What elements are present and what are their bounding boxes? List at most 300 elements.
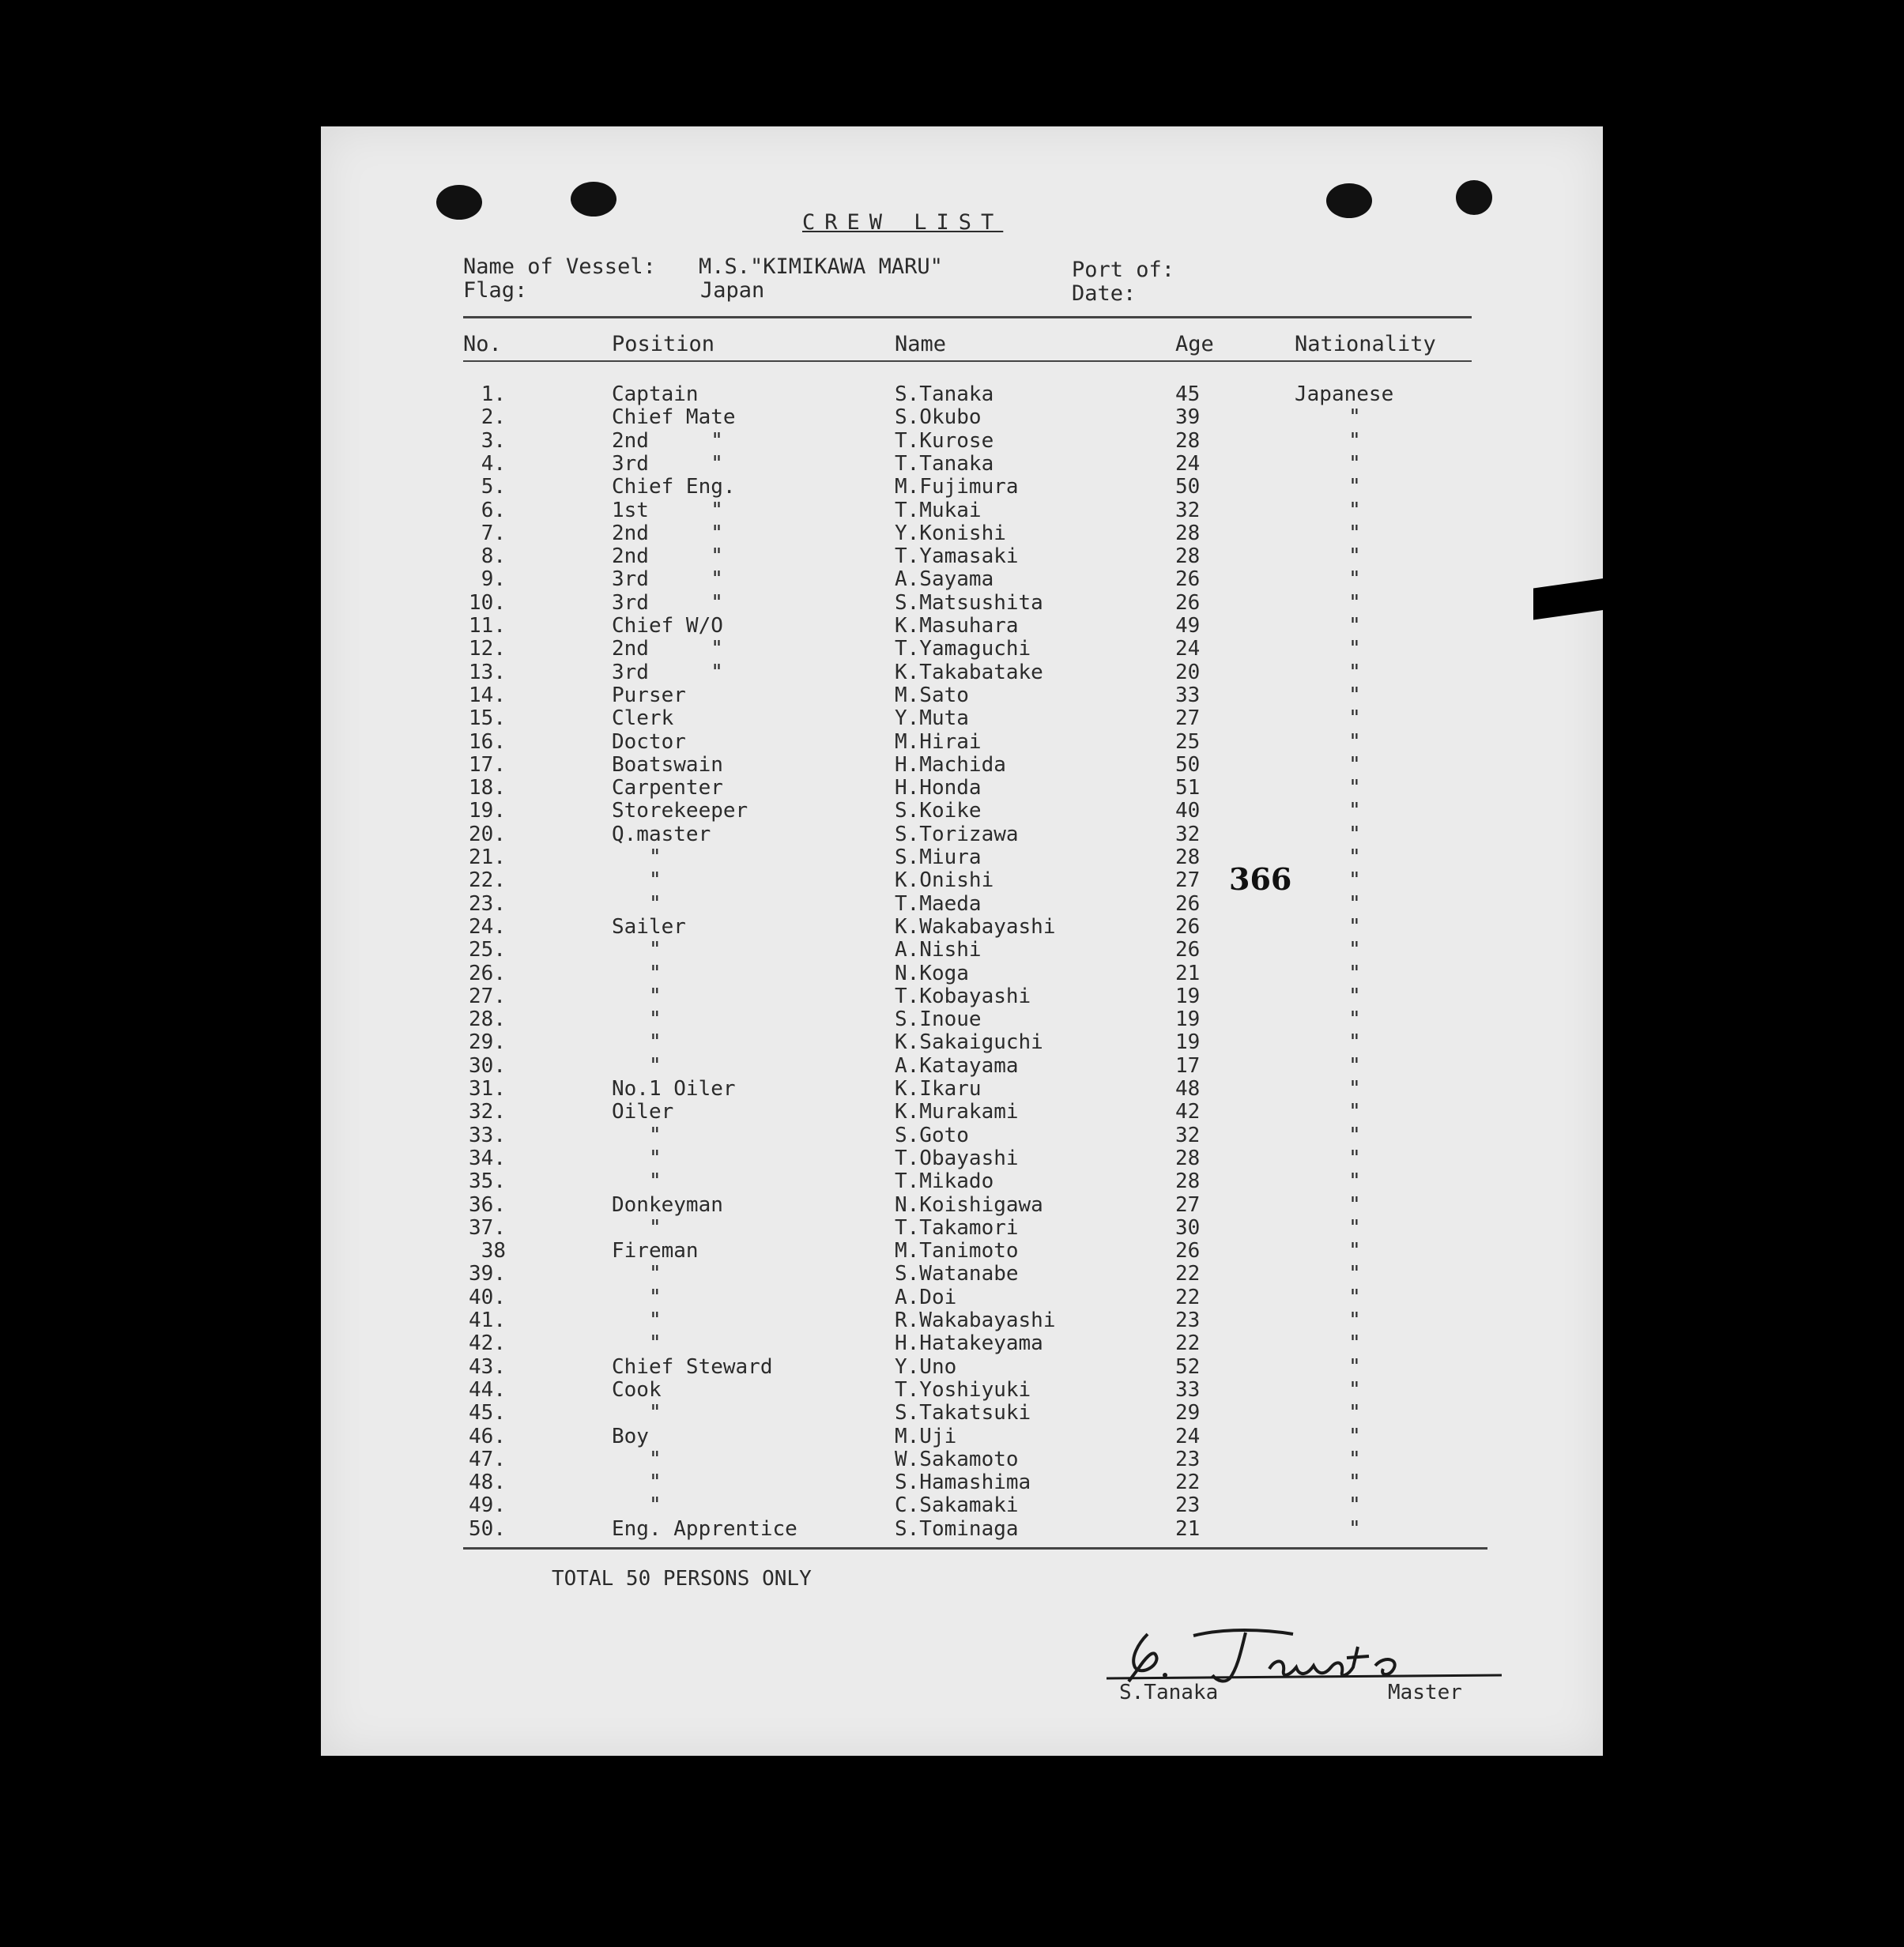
row-name: S.Watanabe	[895, 1262, 1019, 1286]
row-number: 26.	[469, 961, 506, 985]
row-number: 16.	[469, 729, 506, 754]
table-row	[0, 591, 1904, 614]
row-number: 1.	[481, 382, 506, 406]
table-row	[0, 522, 1904, 544]
row-position: "	[612, 1285, 662, 1309]
row-age: 29	[1175, 1401, 1201, 1425]
row-nationality: "	[1348, 614, 1361, 638]
row-age: 22	[1175, 1262, 1201, 1286]
row-nationality: "	[1348, 1030, 1361, 1055]
table-row	[0, 1077, 1904, 1100]
row-nationality: "	[1348, 1262, 1361, 1286]
table-row	[0, 614, 1904, 637]
row-age: 42	[1175, 1100, 1201, 1124]
row-position: Chief Steward	[612, 1354, 773, 1379]
row-age: 28	[1175, 1169, 1201, 1194]
row-number: 11.	[469, 614, 506, 638]
row-name: S.Koike	[895, 799, 982, 823]
table-row	[0, 730, 1904, 753]
table-row	[0, 1169, 1904, 1192]
table-row	[0, 1054, 1904, 1077]
row-nationality: "	[1348, 405, 1361, 430]
table-row	[0, 985, 1904, 1007]
row-age: 24	[1175, 451, 1201, 476]
row-position: Carpenter	[612, 776, 723, 800]
row-number: 3.	[481, 428, 506, 453]
row-name: T.Yamaguchi	[895, 637, 1031, 661]
row-nationality: "	[1348, 1146, 1361, 1170]
table-row	[0, 1286, 1904, 1309]
table-row	[0, 938, 1904, 961]
row-age: 22	[1175, 1331, 1201, 1356]
date-label: Date:	[1072, 281, 1137, 306]
row-number: 42.	[469, 1331, 506, 1356]
row-number: 41.	[469, 1309, 506, 1332]
row-age: 19	[1175, 1030, 1201, 1055]
row-age: 48	[1175, 1077, 1201, 1101]
row-nationality: "	[1348, 1331, 1361, 1356]
vessel-value: M.S."KIMIKAWA MARU"	[699, 254, 943, 279]
row-number: 8.	[481, 544, 506, 569]
punch-hole	[571, 182, 616, 217]
row-nationality: "	[1348, 1493, 1361, 1518]
row-age: 24	[1175, 637, 1201, 661]
table-row	[0, 868, 1904, 891]
table-row	[0, 499, 1904, 522]
page-number-stamp: 366	[1229, 861, 1292, 897]
row-nationality: "	[1348, 1471, 1361, 1495]
row-name: T.Kurose	[895, 428, 994, 453]
row-name: T.Obayashi	[895, 1146, 1019, 1170]
row-nationality: "	[1348, 752, 1361, 777]
row-name: Y.Uno	[895, 1354, 957, 1379]
row-position: "	[612, 1007, 662, 1032]
row-nationality: "	[1348, 1309, 1361, 1332]
row-name: K.Sakaiguchi	[895, 1030, 1043, 1055]
row-age: 49	[1175, 614, 1201, 638]
row-position: Chief Eng.	[612, 475, 736, 499]
row-number: 43.	[469, 1354, 506, 1379]
row-position: Doctor	[612, 729, 686, 754]
row-number: 2.	[481, 405, 506, 430]
row-nationality: "	[1348, 822, 1361, 846]
row-position: "	[612, 1215, 662, 1240]
row-number: 4.	[481, 451, 506, 476]
row-name: S.Goto	[895, 1123, 969, 1147]
table-row	[0, 892, 1904, 915]
row-age: 32	[1175, 498, 1201, 522]
row-position: Captain	[612, 382, 699, 406]
row-age: 23	[1175, 1493, 1201, 1518]
row-number: 36.	[469, 1192, 506, 1217]
row-position: "	[612, 1401, 662, 1425]
row-nationality: "	[1348, 1053, 1361, 1078]
row-nationality: "	[1348, 1354, 1361, 1379]
row-position: Chief Mate	[612, 405, 736, 430]
row-position: 2nd "	[612, 521, 723, 545]
row-age: 40	[1175, 799, 1201, 823]
row-nationality: "	[1348, 1123, 1361, 1147]
row-nationality: "	[1348, 1285, 1361, 1309]
row-age: 17	[1175, 1053, 1201, 1078]
row-name: S.Miura	[895, 845, 982, 869]
row-name: T.Maeda	[895, 891, 982, 916]
row-position: 2nd "	[612, 637, 723, 661]
row-age: 22	[1175, 1285, 1201, 1309]
row-number: 21.	[469, 845, 506, 869]
row-position: "	[612, 1309, 662, 1332]
row-age: 23	[1175, 1447, 1201, 1471]
row-number: 50.	[469, 1516, 506, 1541]
row-nationality: "	[1348, 451, 1361, 476]
table-row	[0, 1331, 1904, 1354]
row-nationality: "	[1348, 1077, 1361, 1101]
table-row	[0, 637, 1904, 660]
row-position: Cook	[612, 1377, 662, 1402]
row-age: 21	[1175, 1516, 1201, 1541]
row-age: 26	[1175, 1239, 1201, 1263]
row-position: Fireman	[612, 1239, 699, 1263]
row-position: "	[612, 1447, 662, 1471]
row-position: Storekeeper	[612, 799, 748, 823]
row-nationality: "	[1348, 1169, 1361, 1194]
row-position: Donkeyman	[612, 1192, 723, 1217]
row-nationality: "	[1348, 1239, 1361, 1263]
table-row	[0, 1193, 1904, 1216]
table-row	[0, 799, 1904, 822]
table-row	[0, 1517, 1904, 1540]
row-position: "	[612, 845, 662, 869]
row-age: 50	[1175, 475, 1201, 499]
row-nationality: "	[1348, 544, 1361, 569]
row-age: 26	[1175, 567, 1201, 592]
row-age: 30	[1175, 1215, 1201, 1240]
row-name: T.Yamasaki	[895, 544, 1019, 569]
row-name: W.Sakamoto	[895, 1447, 1019, 1471]
row-number: 19.	[469, 799, 506, 823]
row-number: 27.	[469, 984, 506, 1008]
row-number: 15.	[469, 706, 506, 731]
row-number: 5.	[481, 475, 506, 499]
row-position: "	[612, 1123, 662, 1147]
row-age: 28	[1175, 521, 1201, 545]
table-row	[0, 1262, 1904, 1285]
punch-hole	[1456, 180, 1492, 215]
row-nationality: "	[1348, 845, 1361, 869]
table-row	[0, 475, 1904, 498]
row-age: 28	[1175, 1146, 1201, 1170]
row-age: 33	[1175, 683, 1201, 707]
row-name: S.Tanaka	[895, 382, 994, 406]
row-number: 44.	[469, 1377, 506, 1402]
row-age: 51	[1175, 776, 1201, 800]
table-row	[0, 962, 1904, 985]
row-name: S.Tominaga	[895, 1516, 1019, 1541]
row-nationality: "	[1348, 521, 1361, 545]
row-number: 31.	[469, 1077, 506, 1101]
row-name: T.Kobayashi	[895, 984, 1031, 1008]
table-row	[0, 1471, 1904, 1493]
header-divider	[463, 316, 1472, 318]
row-position: "	[612, 1262, 662, 1286]
table-row	[0, 405, 1904, 428]
row-position: Clerk	[612, 706, 674, 731]
row-name: K.Takabatake	[895, 660, 1043, 684]
row-nationality: "	[1348, 1401, 1361, 1425]
row-name: S.Matsushita	[895, 590, 1043, 615]
row-age: 32	[1175, 1123, 1201, 1147]
row-number: 18.	[469, 776, 506, 800]
row-nationality: "	[1348, 475, 1361, 499]
row-number: 29.	[469, 1030, 506, 1055]
row-age: 33	[1175, 1377, 1201, 1402]
row-number: 28.	[469, 1007, 506, 1032]
row-nationality: "	[1348, 1447, 1361, 1471]
table-row	[0, 567, 1904, 590]
row-number: 46.	[469, 1424, 506, 1448]
row-name: A.Sayama	[895, 567, 994, 592]
row-age: 28	[1175, 428, 1201, 453]
row-name: T.Tanaka	[895, 451, 994, 476]
row-nationality: "	[1348, 1215, 1361, 1240]
row-nationality: Japanese	[1295, 382, 1394, 406]
punch-hole	[1326, 183, 1372, 218]
row-name: H.Honda	[895, 776, 982, 800]
table-row	[0, 915, 1904, 938]
row-age: 27	[1175, 868, 1201, 893]
row-nationality: "	[1348, 637, 1361, 661]
row-position: No.1 Oiler	[612, 1077, 736, 1101]
table-row	[0, 1100, 1904, 1123]
row-age: 39	[1175, 405, 1201, 430]
table-row	[0, 706, 1904, 729]
row-age: 23	[1175, 1309, 1201, 1332]
row-nationality: "	[1348, 1516, 1361, 1541]
row-age: 28	[1175, 845, 1201, 869]
row-number: 33.	[469, 1123, 506, 1147]
row-position: "	[612, 984, 662, 1008]
row-age: 20	[1175, 660, 1201, 684]
row-name: Y.Muta	[895, 706, 969, 731]
row-name: K.Masuhara	[895, 614, 1019, 638]
row-number: 32.	[469, 1100, 506, 1124]
column-header-no: No.	[463, 332, 502, 356]
row-position: "	[612, 961, 662, 985]
row-nationality: "	[1348, 729, 1361, 754]
row-number: 48.	[469, 1471, 506, 1495]
row-position: 2nd "	[612, 428, 723, 453]
table-row	[0, 1401, 1904, 1424]
row-number: 40.	[469, 1285, 506, 1309]
table-row	[0, 1448, 1904, 1471]
row-age: 24	[1175, 1424, 1201, 1448]
table-row	[0, 452, 1904, 475]
row-position: Purser	[612, 683, 686, 707]
column-header-name: Name	[895, 332, 947, 356]
table-row	[0, 1378, 1904, 1401]
row-number: 20.	[469, 822, 506, 846]
table-row	[0, 845, 1904, 868]
signatory-role: Master	[1388, 1681, 1462, 1704]
column-header-underline	[463, 360, 1472, 362]
table-row	[0, 1493, 1904, 1516]
row-name: S.Torizawa	[895, 822, 1019, 846]
table-row	[0, 382, 1904, 405]
vessel-label: Name of Vessel:	[463, 254, 656, 279]
row-age: 26	[1175, 590, 1201, 615]
row-position: 3rd "	[612, 590, 723, 615]
signatory-name: S.Tanaka	[1119, 1681, 1219, 1704]
row-position: "	[612, 1146, 662, 1170]
row-nationality: "	[1348, 498, 1361, 522]
flag-value: Japan	[700, 278, 765, 303]
row-name: M.Fujimura	[895, 475, 1019, 499]
row-number: 6.	[481, 498, 506, 522]
row-number: 9.	[481, 567, 506, 592]
table-row	[0, 1216, 1904, 1239]
table-row	[0, 1147, 1904, 1169]
row-age: 45	[1175, 382, 1201, 406]
row-position: Boy	[612, 1424, 649, 1448]
row-nationality: "	[1348, 891, 1361, 916]
row-nationality: "	[1348, 567, 1361, 592]
column-header-age: Age	[1175, 332, 1214, 356]
row-number: 49.	[469, 1493, 506, 1518]
table-row	[0, 1309, 1904, 1331]
row-number: 24.	[469, 914, 506, 939]
row-position: "	[612, 1493, 662, 1518]
row-name: N.Koishigawa	[895, 1192, 1043, 1217]
row-position: 3rd "	[612, 660, 723, 684]
table-row	[0, 823, 1904, 845]
row-age: 50	[1175, 752, 1201, 777]
table-row	[0, 661, 1904, 684]
row-position: 2nd "	[612, 544, 723, 569]
row-position: "	[612, 1331, 662, 1356]
table-row	[0, 1007, 1904, 1030]
row-name: T.Mikado	[895, 1169, 994, 1194]
row-position: Oiler	[612, 1100, 674, 1124]
row-name: T.Yoshiyuki	[895, 1377, 1031, 1402]
row-name: R.Wakabayashi	[895, 1309, 1056, 1332]
row-age: 27	[1175, 1192, 1201, 1217]
row-name: H.Machida	[895, 752, 1006, 777]
row-nationality: "	[1348, 683, 1361, 707]
row-nationality: "	[1348, 799, 1361, 823]
row-name: S.Hamashima	[895, 1471, 1031, 1495]
row-position: 3rd "	[612, 451, 723, 476]
row-position: "	[612, 1169, 662, 1194]
row-age: 26	[1175, 914, 1201, 939]
row-position: Eng. Apprentice	[612, 1516, 797, 1541]
row-number: 14.	[469, 683, 506, 707]
row-name: N.Koga	[895, 961, 969, 985]
row-nationality: "	[1348, 914, 1361, 939]
row-name: K.Murakami	[895, 1100, 1019, 1124]
row-nationality: "	[1348, 590, 1361, 615]
row-nationality: "	[1348, 1192, 1361, 1217]
row-position: Q.master	[612, 822, 711, 846]
table-row	[0, 684, 1904, 706]
table-row	[0, 1355, 1904, 1378]
total-persons: TOTAL 50 PERSONS ONLY	[552, 1567, 812, 1591]
row-name: S.Inoue	[895, 1007, 982, 1032]
row-position: Chief W/O	[612, 614, 723, 638]
row-nationality: "	[1348, 1377, 1361, 1402]
row-nationality: "	[1348, 706, 1361, 731]
document-title: CREW LIST	[802, 210, 1004, 235]
row-name: S.Takatsuki	[895, 1401, 1031, 1425]
row-age: 22	[1175, 1471, 1201, 1495]
row-nationality: "	[1348, 1424, 1361, 1448]
row-name: M.Sato	[895, 683, 969, 707]
row-number: 22.	[469, 868, 506, 893]
row-age: 32	[1175, 822, 1201, 846]
row-name: A.Nishi	[895, 938, 982, 962]
row-age: 52	[1175, 1354, 1201, 1379]
row-age: 21	[1175, 961, 1201, 985]
row-name: A.Doi	[895, 1285, 957, 1309]
table-row	[0, 429, 1904, 452]
row-name: T.Takamori	[895, 1215, 1019, 1240]
table-row	[0, 544, 1904, 567]
punch-hole	[436, 185, 482, 220]
table-row	[0, 776, 1904, 799]
row-age: 28	[1175, 544, 1201, 569]
table-bottom-rule	[463, 1547, 1487, 1550]
row-number: 25.	[469, 938, 506, 962]
row-number: 47.	[469, 1447, 506, 1471]
row-nationality: "	[1348, 428, 1361, 453]
row-age: 27	[1175, 706, 1201, 731]
row-name: C.Sakamaki	[895, 1493, 1019, 1518]
row-nationality: "	[1348, 938, 1361, 962]
row-number: 30.	[469, 1053, 506, 1078]
row-name: M.Hirai	[895, 729, 982, 754]
row-position: Sailer	[612, 914, 686, 939]
row-name: K.Wakabayashi	[895, 914, 1056, 939]
row-name: M.Tanimoto	[895, 1239, 1019, 1263]
flag-label: Flag:	[463, 278, 528, 303]
table-row	[0, 1124, 1904, 1147]
row-name: A.Katayama	[895, 1053, 1019, 1078]
row-position: "	[612, 1030, 662, 1055]
row-number: 35.	[469, 1169, 506, 1194]
row-number: 45.	[469, 1401, 506, 1425]
row-nationality: "	[1348, 776, 1361, 800]
row-number: 37.	[469, 1215, 506, 1240]
row-number: 12.	[469, 637, 506, 661]
row-position: "	[612, 938, 662, 962]
row-number: 17.	[469, 752, 506, 777]
row-nationality: "	[1348, 660, 1361, 684]
row-position: Boatswain	[612, 752, 723, 777]
row-name: K.Ikaru	[895, 1077, 982, 1101]
row-name: H.Hatakeyama	[895, 1331, 1043, 1356]
column-header-nationality: Nationality	[1295, 332, 1436, 356]
row-nationality: "	[1348, 1100, 1361, 1124]
row-number: 23.	[469, 891, 506, 916]
row-name: Y.Konishi	[895, 521, 1006, 545]
row-number: 34.	[469, 1146, 506, 1170]
table-row	[0, 1030, 1904, 1053]
row-position: 3rd "	[612, 567, 723, 592]
row-age: 19	[1175, 1007, 1201, 1032]
row-age: 26	[1175, 938, 1201, 962]
row-nationality: "	[1348, 868, 1361, 893]
row-name: M.Uji	[895, 1424, 957, 1448]
row-position: "	[612, 1053, 662, 1078]
